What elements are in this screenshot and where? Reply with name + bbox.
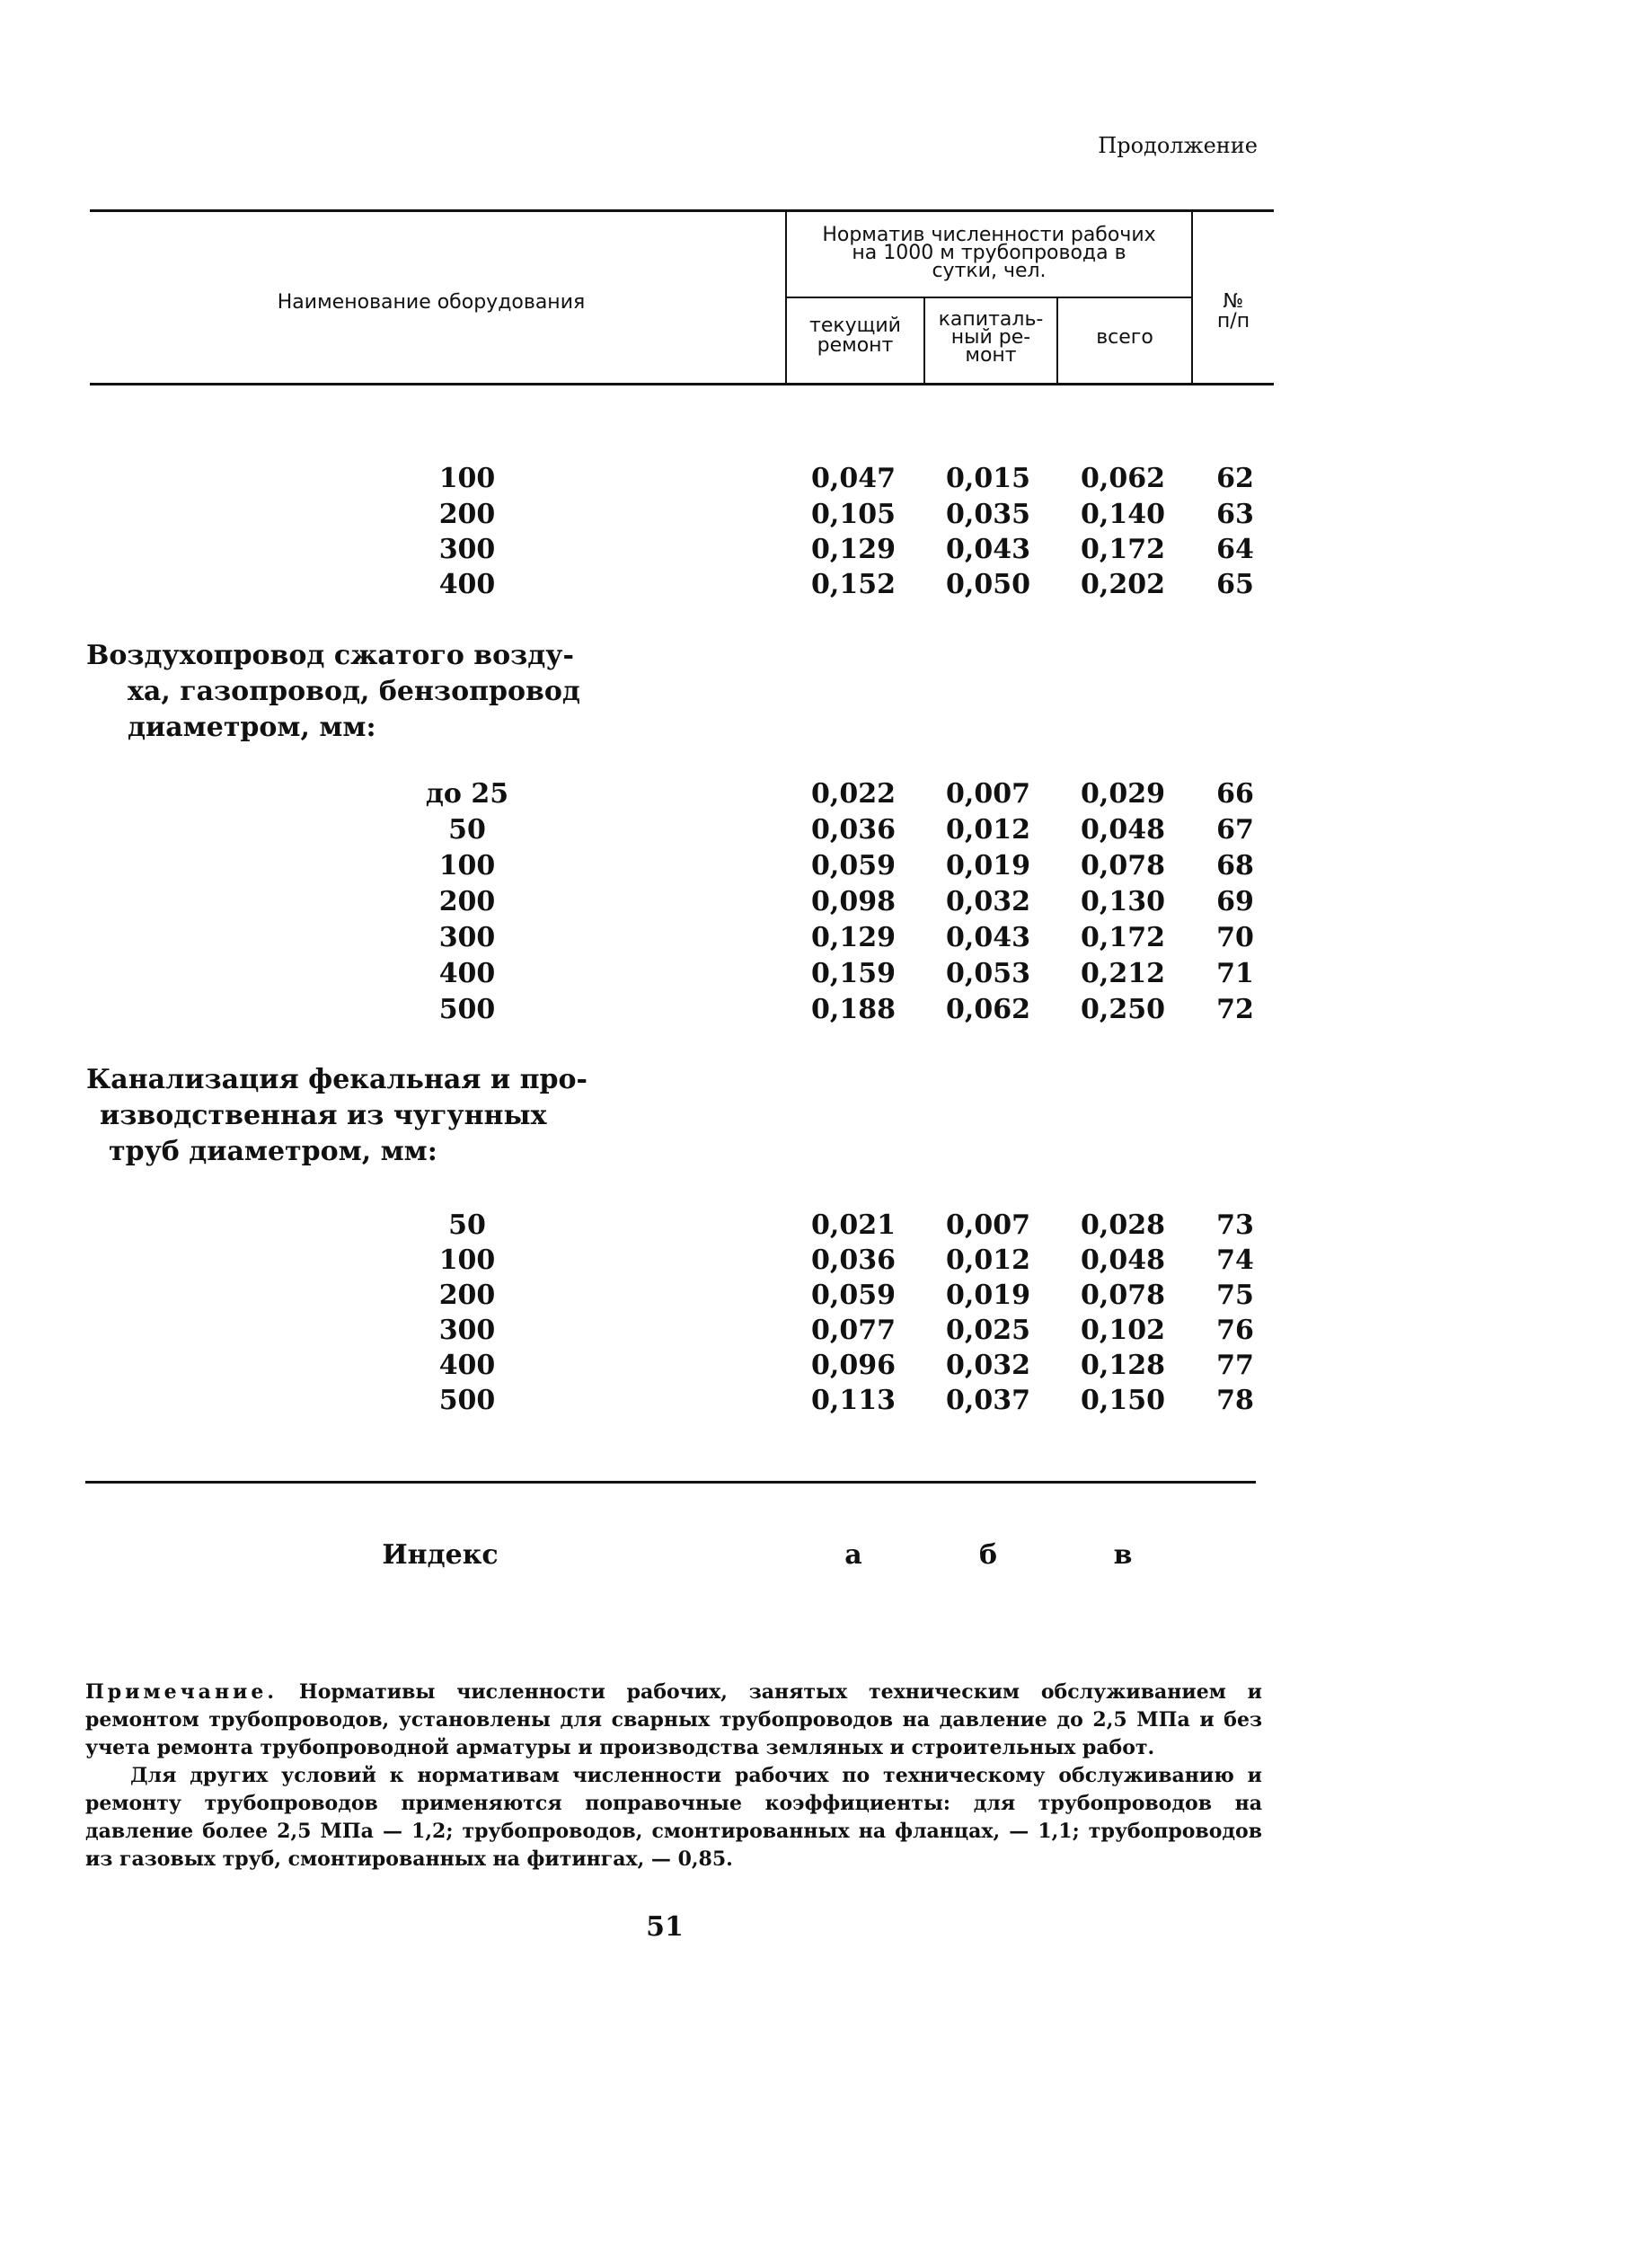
note-paragraph-1: Примечание. Нормативы численности рабочих, занятых техническим обслуживанием и ремонтом трубопроводов, установлены для сварных трубопроводов на давление до 2,5 МПа и без учета ремонта трубопроводной арматуры и производства земляных и строительных работ. bbox=[85, 1680, 1262, 1759]
table-row: 400 0,152 0,050 0,202 65 bbox=[438, 569, 1254, 600]
table-row: 50 0,021 0,007 0,028 73 bbox=[448, 1209, 1254, 1241]
table-bottom-rule bbox=[85, 1481, 1256, 1484]
note-block bbox=[85, 1679, 1262, 1874]
table-row: 400 0,159 0,053 0,212 71 bbox=[438, 958, 1254, 989]
note-paragraph-2: Для других условий к нормативам численности рабочих по техническому обслуживанию и ремонту трубопроводов применяются поправочные коэффициенты: для трубопроводов на давление более 2,5 МПа — 1,2; трубопроводов, смонтированных на фланцах, — 1,1; трубопроводов из газовых труб, смонтированных на фитингах, — 0,85. bbox=[85, 1764, 1262, 1871]
table-row: 300 0,077 0,025 0,102 76 bbox=[438, 1315, 1254, 1346]
header-name-column: Наименование оборудования bbox=[277, 291, 586, 314]
header-norm-group: Норматив численности рабочих на 1000 м трубопровода в сутки, чел. bbox=[822, 224, 1156, 282]
table-row: 100 0,059 0,019 0,078 68 bbox=[438, 850, 1254, 881]
table-row: 50 0,036 0,012 0,048 67 bbox=[448, 814, 1254, 846]
table-row: 500 0,188 0,062 0,250 72 bbox=[438, 994, 1254, 1025]
subheader-rule bbox=[785, 297, 1193, 298]
table-row: 300 0,129 0,043 0,172 70 bbox=[438, 922, 1254, 953]
header-current-repair: текущий ремонт bbox=[809, 314, 901, 357]
header-capital-repair: капиталь- ный ре- монт bbox=[938, 308, 1044, 367]
table-row: 100 0,036 0,012 0,048 74 bbox=[438, 1245, 1254, 1276]
section-title-air-gas: Воздухопровод сжатого возду- ха, газопровод, бензопровод диаметром, мм: bbox=[86, 640, 580, 743]
table-row: 200 0,105 0,035 0,140 63 bbox=[438, 499, 1254, 530]
table-row: 400 0,096 0,032 0,128 77 bbox=[438, 1350, 1254, 1381]
table-row: 300 0,129 0,043 0,172 64 bbox=[438, 534, 1254, 565]
header-top-rule bbox=[90, 209, 1274, 212]
table-row: 500 0,113 0,037 0,150 78 bbox=[438, 1385, 1254, 1416]
header-bottom-rule bbox=[90, 383, 1274, 385]
page-number: 51 bbox=[646, 1911, 684, 1943]
continuation-label: Продолжение bbox=[1098, 133, 1258, 158]
note-label: Примечание. bbox=[85, 1680, 278, 1704]
header-total: всего bbox=[1096, 326, 1153, 349]
table-row: 200 0,098 0,032 0,130 69 bbox=[438, 886, 1254, 917]
header-number: № п/п bbox=[1216, 290, 1250, 332]
index-row: Индекс а б в bbox=[382, 1539, 1133, 1571]
table-row: 200 0,059 0,019 0,078 75 bbox=[438, 1280, 1254, 1311]
section-title-sewage: Канализация фекальная и про- изводственная из чугунных труб диаметром, мм: bbox=[86, 1064, 587, 1167]
table-row: до 25 0,022 0,007 0,029 66 bbox=[425, 778, 1254, 810]
table-row: 100 0,047 0,015 0,062 62 bbox=[438, 463, 1254, 494]
